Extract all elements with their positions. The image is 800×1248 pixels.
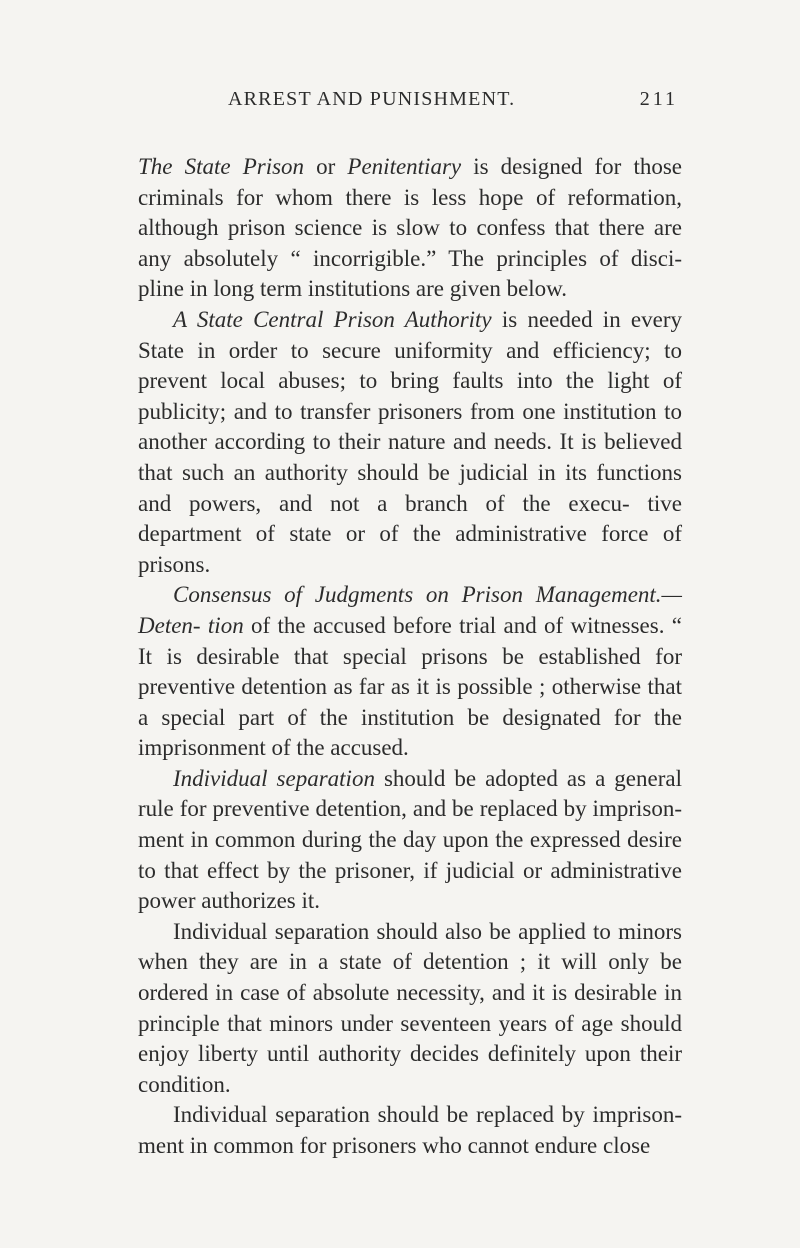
italic-term-consensus: Consensus of Judgments on Prison Management.— Deten- tion (138, 582, 682, 638)
paragraph-text: is designed for those criminals for whom there is less hope of reformation, although prison science is slow to confess that there are any absolutely “ incorrigible.” The principles of disci- pline in long term institutions are given below. (138, 154, 682, 302)
italic-term-central-authority: A State Central Prison Authority (173, 306, 492, 332)
connector-text: or (304, 154, 348, 179)
paragraph-text: Individual separation should be replaced by imprison- ment in common for prisoners who cannot endure close (138, 1102, 682, 1158)
paragraph-individual-separation (138, 764, 682, 917)
paragraph-consensus (138, 580, 682, 764)
running-head-title: ARREST AND PUNISHMENT. (228, 88, 516, 110)
italic-term-penitentiary: Penitentiary (347, 154, 462, 179)
paragraph-text: Individual separation should also be applied to minors when they are in a state of detention ; it will only be ordered in case of absolute necessity, and it is desirable in principle that minors under seventeen years of age should enjoy liberty until authority decides definitely upon their condition. (138, 918, 682, 1097)
paragraph-text: should be adopted as a general rule for preventive detention, and be replaced by imprison- ment in common during the day upon the expressed desire to that effect by the prisoner, if judicial or administrative power authorizes it. (138, 765, 682, 914)
italic-term-state-prison: The State Prison (138, 154, 305, 179)
page-number: 211 (639, 88, 678, 110)
body-text (138, 152, 682, 1162)
paragraph-imprisonment-common (138, 1100, 682, 1161)
paragraph-text: of the accused before trial and of witnesses. “ It is desirable that special prisons be established for preventive detention as far as it is possible ; otherwise that a special part of the institution be designated for the imprisonment of the accused. (138, 612, 682, 761)
paragraph-state-prison (138, 152, 682, 305)
italic-term-individual-separation: Individual separation (173, 765, 375, 791)
paragraph-minors (138, 917, 682, 1101)
paragraph-central-authority (138, 305, 682, 580)
paragraph-text: is needed in every State in order to secure uniformity and efficiency; to prevent local abuses; to bring faults into the light of publicity; and to transfer prisoners from one institution to another according to their nature and needs. It is believed that such an authority should be judicial in its functions and powers, and not a branch of the execu- tive department of state or of the administrative force of prisons. (138, 306, 682, 577)
running-head (138, 88, 678, 116)
